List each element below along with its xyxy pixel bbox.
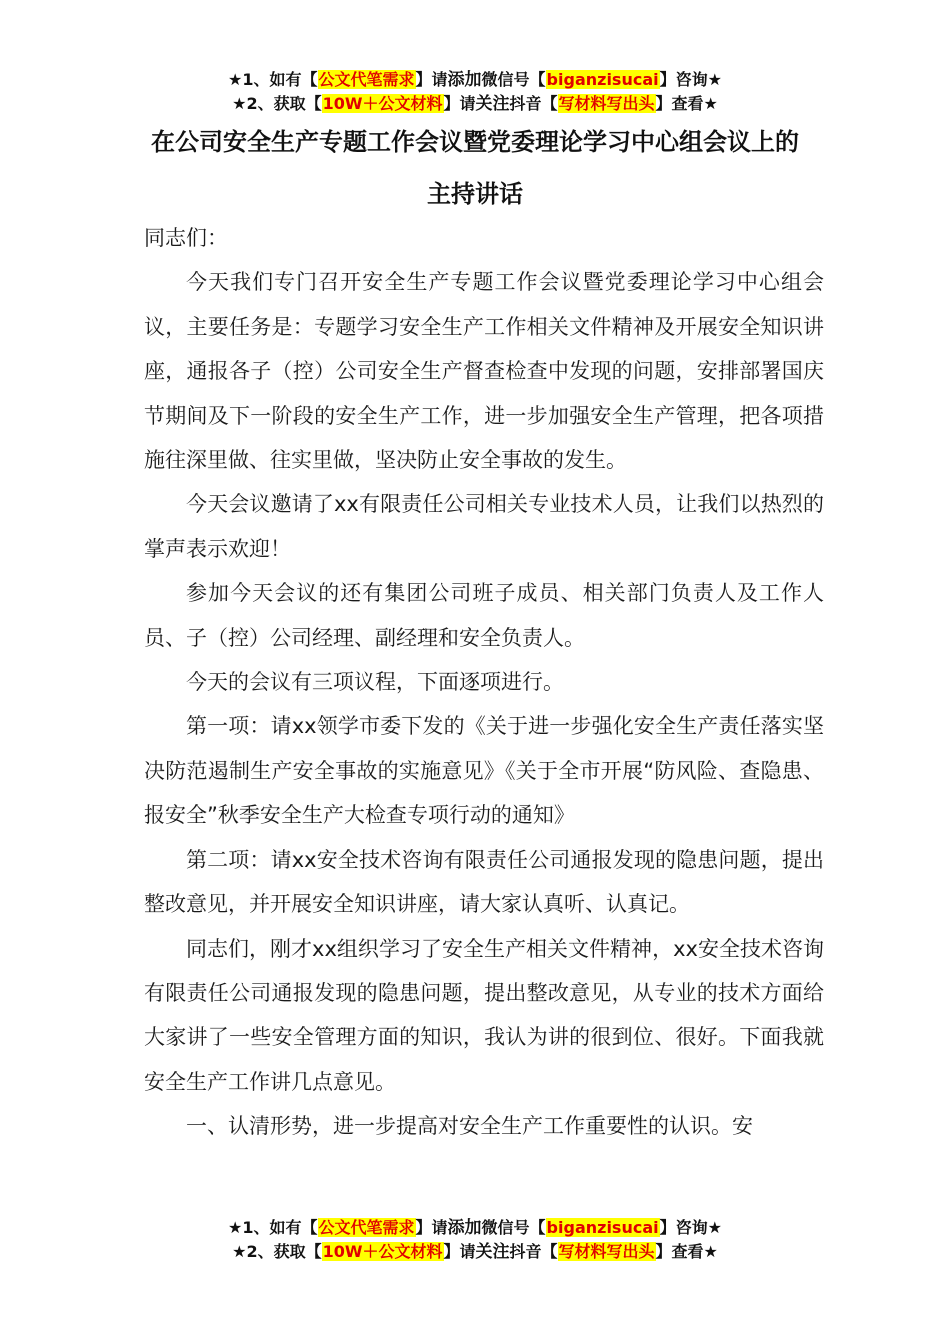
highlight-douyin-id: 写材料写出头 xyxy=(558,1242,655,1261)
paragraph: 今天的会议有三项议程，下面逐项进行。 xyxy=(186,670,564,695)
paragraph: 一、认清形势，进一步提高对安全生产工作重要性的认识。安 xyxy=(186,1114,753,1139)
banner-line-1: ★1、如有【公文代笔需求】请添加微信号【biganzisucai】咨询★ xyxy=(228,1218,722,1238)
paragraph: 今天我们专门召开安全生产专题工作会议暨党委理论学习中心组会议，主要任务是：专题学习安全生产工作相关文件精神及开展安全知识讲座，通报各子（控）公司安全生产督查检查中发现的问题，安排部署国庆节期间及下一阶段的安全生产工作，进一步加强安全生产管理，把各项措施往深里做、往实里做，坚决防止安全事故的发生。 xyxy=(144,270,824,473)
paragraph: 第一项：请xx领学市委下发的《关于进一步强化安全生产责任落实坚决防范遏制生产安全事故的实施意见》《关于全市开展“防风险、查隐患、报安全”秋季安全生产大检查专项行动的通知》 xyxy=(144,714,824,828)
banner-line-1: ★1、如有【公文代笔需求】请添加微信号【biganzisucai】咨询★ xyxy=(228,70,722,90)
paragraph: 参加今天会议的还有集团公司班子成员、相关部门负责人及工作人员、子（控）公司经理、副经理和安全负责人。 xyxy=(144,581,824,650)
document-title: 在公司安全生产专题工作会议暨党委理论学习中心组会议上的主持讲话 xyxy=(151,128,799,208)
highlight-materials: 10W＋公文材料 xyxy=(322,1242,443,1261)
paragraph: 第二项：请xx安全技术咨询有限责任公司通报发现的隐患问题，提出整改意见，并开展安全知识讲座，请大家认真听、认真记。 xyxy=(144,847,824,917)
paragraph: 同志们，刚才xx组织学习了安全生产相关文件精神，xx安全技术咨询有限责任公司通报发现的隐患问题，提出整改意见，从专业的技术方面给大家讲了一些安全管理方面的知识，我认为讲的很到位、很好。下面我就安全生产工作讲几点意见。 xyxy=(144,936,824,1094)
footer-banner xyxy=(0,1216,950,1264)
salutation: 同志们： xyxy=(144,226,228,250)
document-body xyxy=(144,216,824,1149)
header-banner xyxy=(0,68,950,116)
banner-line-2: ★2、获取【10W＋公文材料】请关注抖音【写材料写出头】查看★ xyxy=(232,94,718,114)
highlight-service: 公文代笔需求 xyxy=(318,70,415,89)
highlight-douyin-id: 写材料写出头 xyxy=(558,94,655,113)
highlight-wechat-id: biganzisucai xyxy=(546,70,659,89)
paragraph: 今天会议邀请了xx有限责任公司相关专业技术人员，让我们以热烈的掌声表示欢迎！ xyxy=(144,492,824,561)
highlight-materials: 10W＋公文材料 xyxy=(322,94,443,113)
banner-line-2: ★2、获取【10W＋公文材料】请关注抖音【写材料写出头】查看★ xyxy=(232,1242,718,1262)
highlight-service: 公文代笔需求 xyxy=(318,1218,415,1237)
highlight-wechat-id: biganzisucai xyxy=(546,1218,659,1237)
